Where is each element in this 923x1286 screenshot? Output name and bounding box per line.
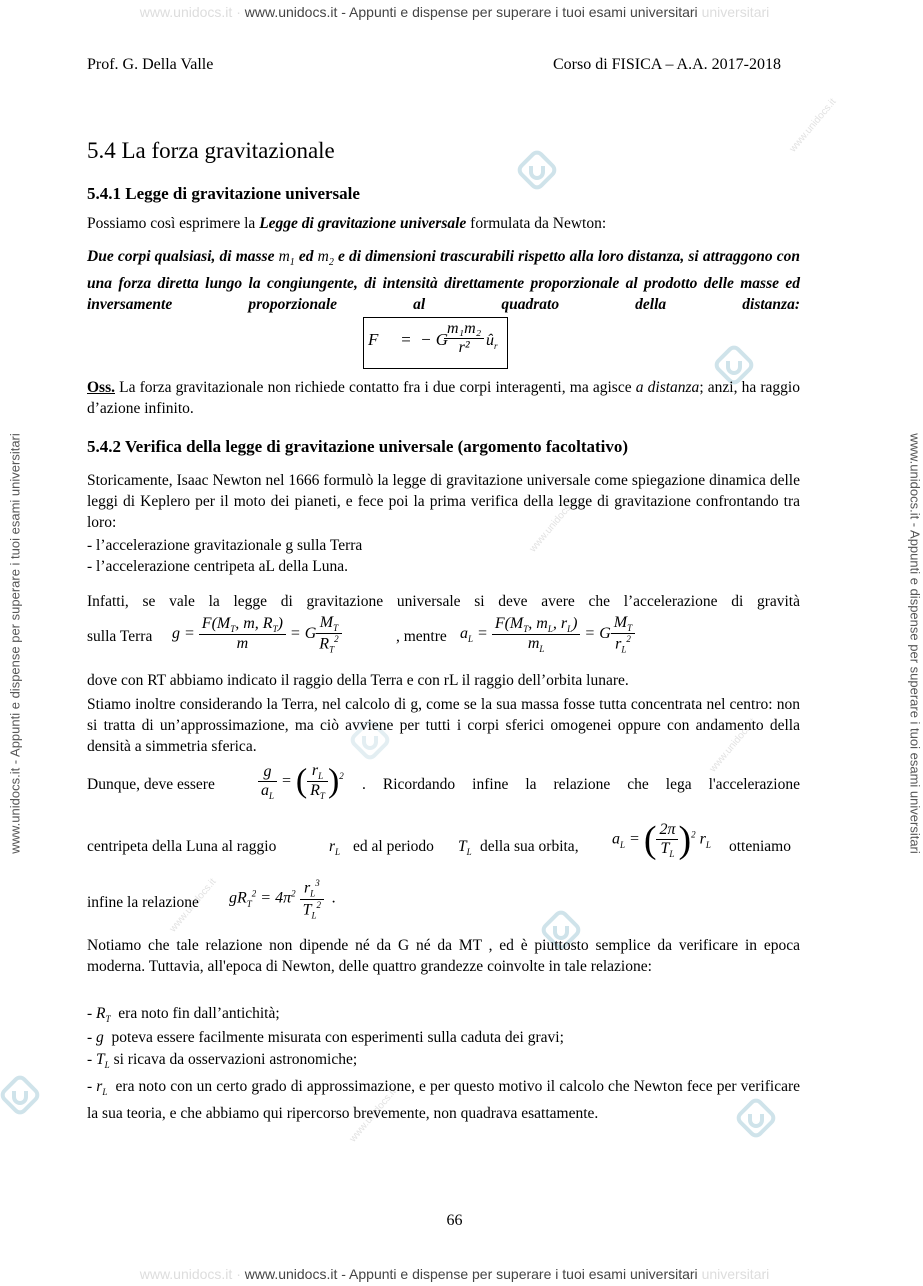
watermark-diag: www.unidocs.it bbox=[167, 876, 219, 935]
label-text: otteniamo bbox=[729, 838, 791, 855]
rL-symbol: $r_L$ bbox=[329, 838, 341, 858]
label-text: infine la relazione bbox=[87, 894, 199, 911]
page-number: 66 bbox=[446, 1212, 463, 1229]
mentre-text: , mentre bbox=[396, 628, 447, 645]
watermark-diag: www.unidocs.it bbox=[527, 496, 579, 555]
label-text: della sua orbita, bbox=[480, 838, 579, 855]
list-item: - g poteva essere facilmente misurata con esperimenti sulla caduta dei gravi; bbox=[87, 1029, 564, 1046]
watermark-left: www.unidocs.it - Appunti e dispense per superare i tuoi esami universitari bbox=[7, 433, 23, 854]
header-author: Prof. G. Della Valle bbox=[87, 56, 214, 73]
g-formula: g = $\frac{F(M_T, m, R_T)}{m}$ = G $\frac{M_T}{R_T^2}$ bbox=[172, 614, 342, 655]
unidocs-logo-icon bbox=[517, 150, 557, 190]
watermark-diag: www.unidocs.it bbox=[707, 716, 759, 775]
watermark-diag: www.unidocs.it bbox=[787, 96, 839, 155]
subsection-title: 5.4.1 Legge di gravitazione universale bbox=[87, 184, 360, 203]
label-text: sulla Terra bbox=[87, 628, 153, 645]
unidocs-logo-icon bbox=[0, 1075, 40, 1115]
paragraph: Infatti, se vale la legge di gravitazione universale si deve avere che l’accelerazione di gravità bbox=[87, 593, 800, 610]
list-item: - $r_L$ era noto con un certo grado di approssimazione, e per questo motivo il calcolo che Newton fece per verificare la sua teoria, e che abbiamo qui ripercorso brevemente, non quadrava esattamente. bbox=[87, 1078, 800, 1123]
gravitation-formula: F⃗ = − G $\frac{\text{m₁m₂}}{\text{r²}}$ $û_r$ bbox=[363, 317, 508, 369]
list-item: - l’accelerazione gravitazionale g sulla Terra bbox=[87, 537, 363, 554]
watermark-top: www.unidocs.it · www.unidocs.it - Appunti e dispense per superare i tuoi esami universitari universitari bbox=[139, 4, 770, 20]
watermark-right: www.unidocs.it - Appunti e dispense per superare i tuoi esami universitari bbox=[907, 433, 923, 854]
label-text: centripeta della Luna al raggio bbox=[87, 838, 277, 855]
label-text: ed al periodo bbox=[353, 838, 434, 855]
kepler-formula: $gR_T^2 = 4\pi^2$ $\frac{r_L^3}{T_L^2}$ . bbox=[229, 878, 337, 921]
label-text: Dunque, deve essere bbox=[87, 776, 215, 793]
list-item: - $R_T$ era noto fin dall’antichità; bbox=[87, 1005, 280, 1025]
header-course: Corso di FISICA – A.A. 2017-2018 bbox=[552, 56, 781, 73]
law-statement: Due corpi qualsiasi, di masse $m_1$ ed $m_2$ e di dimensioni trascurabili rispetto alla loro distanza, si attraggono con una forza diretta lungo la congiungente, di intensità direttamente proporzionale al prodotto delle masse ed inversamente proporzionale al quadrato della distanza: bbox=[87, 248, 800, 314]
oss-paragraph: Oss. La forza gravitazionale non richiede contatto fra i due corpi interagenti, ma agisce a distanza; anzi, ha raggio d’azione infinito. bbox=[87, 379, 800, 417]
watermark-bottom: www.unidocs.it · www.unidocs.it - Appunti e dispense per superare i tuoi esami universitari universitari bbox=[139, 1266, 770, 1282]
paragraph: Stiamo inoltre considerando la Terra, nel calcolo di g, come se la sua massa fosse tutta concentrata nel centro: non si tratta di un’approssimazione, ma ciò avviene per tutti i corpi sferici omogenei oppure con andamento della densità a simmetria sferica. bbox=[87, 696, 800, 755]
paragraph: . Ricordando infine la relazione che lega l'accelerazione bbox=[362, 776, 800, 793]
TL-symbol: $T_L$ bbox=[458, 838, 472, 858]
history-paragraph: Storicamente, Isaac Newton nel 1666 formulò la legge di gravitazione universale come spiegazione dinamica delle leggi di Keplero per il moto dei pianeti, e fece poi la prima verifica della legge di gravitazione confrontando tra loro: bbox=[87, 472, 800, 531]
paragraph: Notiamo che tale relazione non dipende né da G né da MT , ed è piuttosto semplice da verificare in epoca moderna. Tuttavia, all'epoca di Newton, delle quattro grandezze coinvolte in tale relazione: bbox=[87, 937, 800, 975]
centripetal-formula: $a_L$ = ( $\frac{2\pi}{T_L}$ )$^2$ $r_L$ bbox=[612, 819, 711, 861]
ratio-formula: $\frac{g}{a_L}$ = ( $\frac{r_L}{R_T}$ )$^2$ bbox=[258, 762, 344, 801]
list-item: - l’accelerazione centripeta aL della Luna. bbox=[87, 558, 349, 575]
watermark-diag: www.unidocs.it bbox=[347, 1086, 399, 1145]
list-item: - $T_L$ si ricava da osservazioni astronomiche; bbox=[87, 1051, 358, 1071]
section-title: 5.4 La forza gravitazionale bbox=[87, 138, 335, 163]
paragraph: dove con RT abbiamo indicato il raggio della Terra e con rL il raggio dell’orbita lunare. bbox=[87, 672, 629, 689]
intro-paragraph: Possiamo così esprimere la Legge di gravitazione universale formulata da Newton: bbox=[87, 215, 607, 232]
aL-formula: $a_L$ = $\frac{F(M_T, m_L, r_L)}{m_L}$ = G $\frac{M_T}{r_L^2}$ bbox=[460, 614, 635, 655]
subsection-title: 5.4.2 Verifica della legge di gravitazione universale (argomento facoltativo) bbox=[87, 437, 629, 456]
